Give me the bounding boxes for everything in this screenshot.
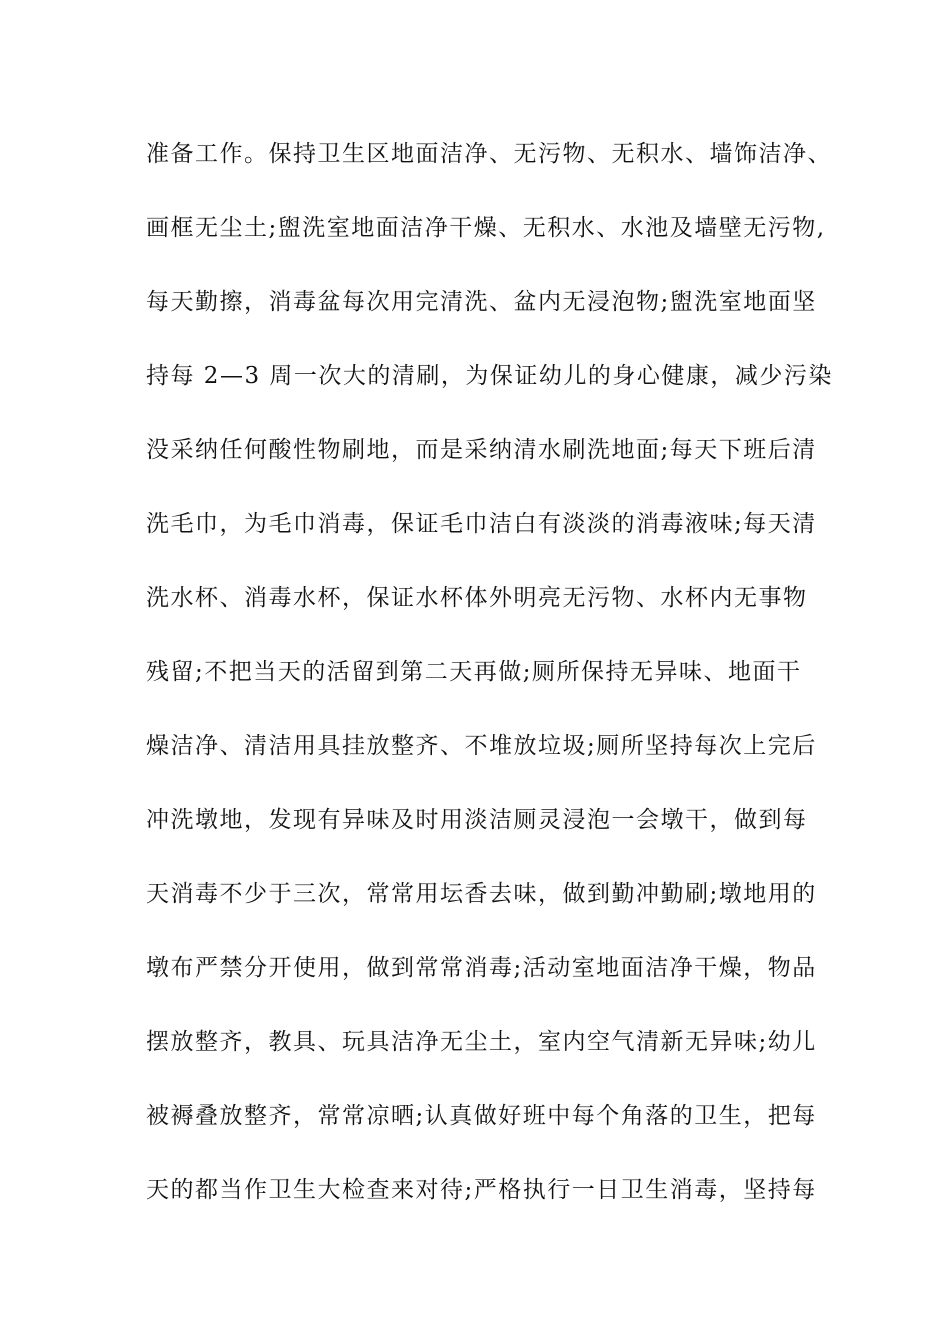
- text-line: 冲洗墩地，发现有异味及时用淡洁厕灵浸泡一会墩干，做到每: [146, 807, 808, 833]
- text-line: 没采纳任何酸性物刷地，而是采纳清水刷洗地面;每天下班后清: [146, 437, 817, 463]
- text-line: 残留;不把当天的活留到第二天再做;厕所保持无异味、地面干: [146, 659, 802, 685]
- text-line: 洗水杯、消毒水杯，保证水杯体外明亮无污物、水杯内无事物: [146, 585, 808, 611]
- text-line: 天消毒不少于三次，常常用坛香去味，做到勤冲勤刷;墩地用的: [146, 881, 817, 907]
- text-line: 每天勤擦，消毒盆每次用完清洗、盆内无浸泡物;盥洗室地面坚: [146, 289, 817, 315]
- text-line: 墩布严禁分开使用，做到常常消毒;活动室地面洁净干燥，物品: [146, 955, 817, 981]
- body-text: [146, 134, 833, 1244]
- text-line: 天的都当作卫生大检查来对待;严格执行一日卫生消毒，坚持每: [146, 1177, 817, 1203]
- text-line: 被褥叠放整齐，常常凉晒;认真做好班中每个角落的卫生，把每: [146, 1103, 817, 1129]
- text-line: 摆放整齐，教具、玩具洁净无尘土，室内空气清新无异味;幼儿: [146, 1029, 817, 1055]
- text-line: 准备工作。保持卫生区地面洁净、无污物、无积水、墙饰洁净、: [146, 141, 832, 167]
- text-line: 画框无尘土;盥洗室地面洁净干燥、无积水、水池及墙壁无污物,: [146, 215, 826, 241]
- text-line: 燥洁净、清洁用具挂放整齐、不堆放垃圾;厕所坚持每次上完后: [146, 733, 817, 759]
- text-line: 洗毛巾，为毛巾消毒，保证毛巾洁白有淡淡的消毒液味;每天清: [146, 511, 817, 537]
- text-line: 持每 2—3 周一次大的清刷，为保证幼儿的身心健康，减少污染: [146, 363, 833, 389]
